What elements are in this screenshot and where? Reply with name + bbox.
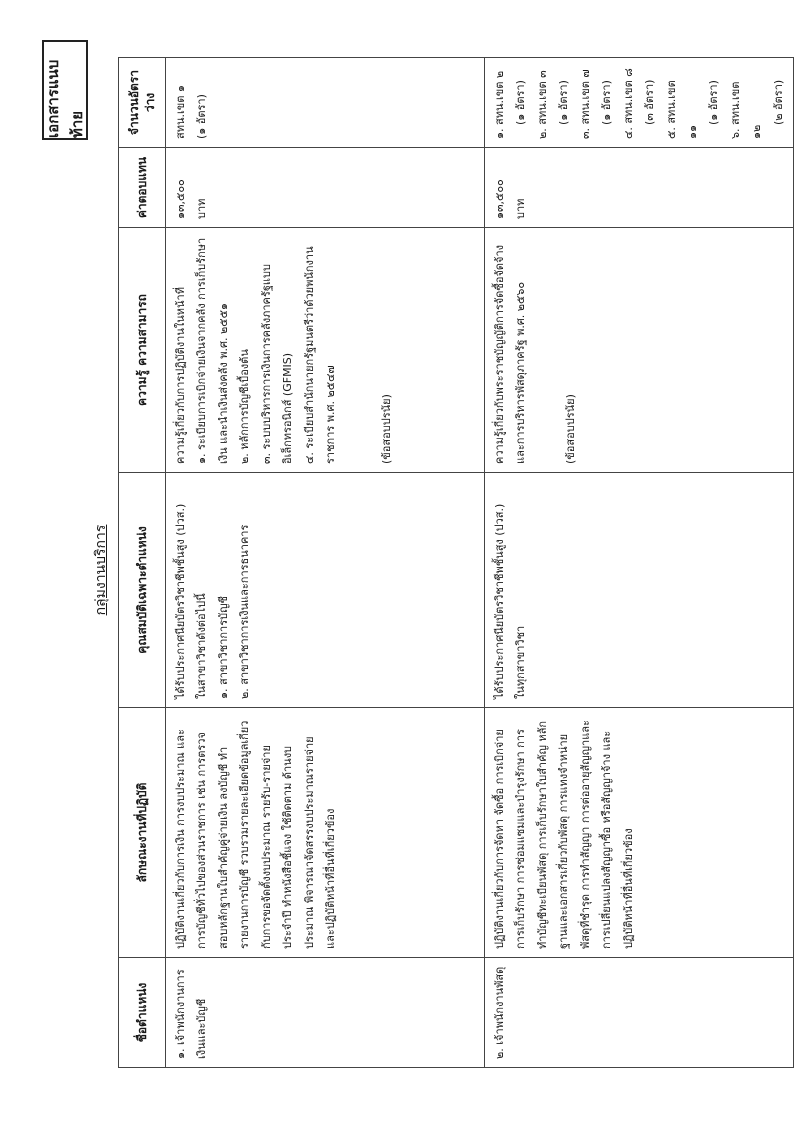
knowledge-cell bbox=[166, 228, 485, 473]
knowledge-line: ๔. ระเบียบสำนักนายกรัฐมนตรีว่าด้วยพนักงานราชการ พ.ศ. ๒๕๔๗ bbox=[302, 246, 338, 464]
duties-text: ปฏิบัติงานเกี่ยวกับการจัดหา จัดซื้อ การเบิกจ่าย การเก็บรักษา การซ่อมแซมและบำรุงรักษา การทำบัญชีทะเบียนพัสดุ การเก็บรักษาใบสำคัญ หลักฐานและเอกสารเกี่ยวกับพัสดุ การแทงจำหน่ายพัสดุที่ชำรุด การทำสัญญา การต่ออายุสัญญาและการเปลี่ยนแปลงสัญญาซื้อ หรือสัญญาจ้าง และปฏิบัติหน้าที่อื่นที่เกี่ยวข้อง bbox=[485, 708, 794, 958]
vacancy-line: ๕. สทน.เขต ๑๑ bbox=[664, 80, 699, 139]
vacancy-line: ๑. สทน.เขต ๒ bbox=[493, 70, 506, 139]
vacancy-line: (๒ อัตรา) bbox=[771, 79, 785, 125]
vacancy-line: สทน.เขต ๑ bbox=[174, 85, 187, 139]
vacancy-line: (๑ อัตรา) bbox=[195, 94, 209, 139]
qualification-line: ในสาขาวิชาดังต่อไปนี้ bbox=[195, 593, 209, 699]
qualification-cell bbox=[166, 473, 485, 708]
qualification-cell bbox=[485, 473, 794, 708]
positions-table bbox=[118, 57, 794, 1068]
header-vacancy: จำนวนอัตราว่าง bbox=[119, 58, 166, 148]
section-title: กลุ่มงานบริการ bbox=[93, 524, 109, 616]
knowledge-line: ๒. หลักการบัญชีเบื้องต้น bbox=[238, 349, 252, 464]
vacancy-line: (๑ อัตรา) bbox=[707, 80, 721, 125]
knowledge-line: ความรู้เกี่ยวกับการปฏิบัติงานในหน้าที่ bbox=[174, 287, 187, 464]
header-duties: ลักษณะงานที่ปฏิบัติ bbox=[119, 708, 166, 958]
vacancy-line: (๓ อัตรา) bbox=[643, 79, 657, 125]
qualification-line: ๑. สาขาวิชาการบัญชี bbox=[216, 596, 230, 699]
header-knowledge: ความรู้ ความสามารถ bbox=[119, 228, 166, 473]
attachment-badge: เอกสารแนบท้าย bbox=[42, 40, 88, 140]
position-name: ๒. เจ้าพนักงานพัสดุ bbox=[485, 958, 794, 1068]
pay-amount: ๑๓,๕๐๐ บาท bbox=[166, 148, 485, 228]
exam-type: (ข้อสอบปรนัย) bbox=[379, 394, 393, 464]
exam-type: (ข้อสอบปรนัย) bbox=[563, 394, 577, 464]
header-qualification: คุณสมบัติเฉพาะตำแหน่ง bbox=[119, 473, 166, 708]
vacancy-line: ๓. สทน.เขต ๗ bbox=[578, 69, 592, 139]
knowledge-line: ๑. ระเบียบการเบิกจ่ายเงินจากคลัง การเก็บรักษาเงิน และนำเงินส่งคลัง พ.ศ. ๒๕๕๑ bbox=[195, 237, 230, 464]
knowledge-line: ๓. ระบบบริหารการเงินการคลังภาครัฐแบบอิเล็กทรอนิกส์ (GFMIS) bbox=[259, 264, 295, 464]
qualification-line: ๒. สาขาวิชาการเงินและการธนาคาร bbox=[238, 524, 252, 699]
pay-amount: ๑๓,๕๐๐ บาท bbox=[485, 148, 794, 228]
knowledge-cell bbox=[485, 228, 794, 473]
table-row bbox=[485, 58, 794, 1068]
table-header-row bbox=[119, 58, 166, 1068]
qualification-line: ได้รับประกาศนียบัตรวิชาชีพชั้นสูง (ปวส.) bbox=[493, 503, 506, 699]
qualification-line: ได้รับประกาศนียบัตรวิชาชีพชั้นสูง (ปวส.) bbox=[174, 503, 187, 699]
vacancy-line: ๔. สทน.เขต ๘ bbox=[621, 68, 635, 139]
vacancy-line: (๑ อัตรา) bbox=[557, 80, 571, 125]
position-name: ๑. เจ้าพนักงานการเงินและบัญชี bbox=[166, 958, 485, 1068]
vacancy-cell bbox=[166, 58, 485, 148]
header-pay: ค่าตอบแทน bbox=[119, 148, 166, 228]
vacancy-line: (๑ อัตรา) bbox=[514, 80, 528, 125]
vacancy-line: ๒. สทน.เขต ๓ bbox=[535, 70, 549, 139]
table-row bbox=[166, 58, 485, 1068]
header-position: ชื่อตำแหน่ง bbox=[119, 958, 166, 1068]
vacancy-line: ๖. สทน.เขต ๑๒ bbox=[728, 81, 764, 139]
qualification-line: ในทุกสาขาวิชา bbox=[514, 625, 528, 699]
duties-text: ปฏิบัติงานเกี่ยวกับการเงิน การงบประมาณ และการบัญชีทั่วไปของส่วนราชการ เช่น การตรวจสอบหลักฐานใบสำคัญคู่จ่ายเงิน ลงบัญชี ทำรายงานการบัญชี รวบรวมรายละเอียดข้อมูลเกี่ยวกับการขอจัดตั้งงบประมาณ รายรับ-รายจ่ายประจำปี ทำหนังสือชี้แจง ใช้ติดตาม ด้านงบประมาณ พิจารณาจัดสรรงบประมาณรายจ่าย และปฏิบัติหน้าที่อื่นที่เกี่ยวข้อง bbox=[166, 708, 485, 958]
knowledge-line: ความรู้เกี่ยวกับพระราชบัญญัติการจัดซื้อจัดจ้างและการบริหารพัสดุภาครัฐ พ.ศ. ๒๕๖๐ bbox=[493, 244, 528, 464]
vacancy-line: (๑ อัตรา) bbox=[600, 80, 614, 125]
vacancy-cell bbox=[485, 58, 794, 148]
